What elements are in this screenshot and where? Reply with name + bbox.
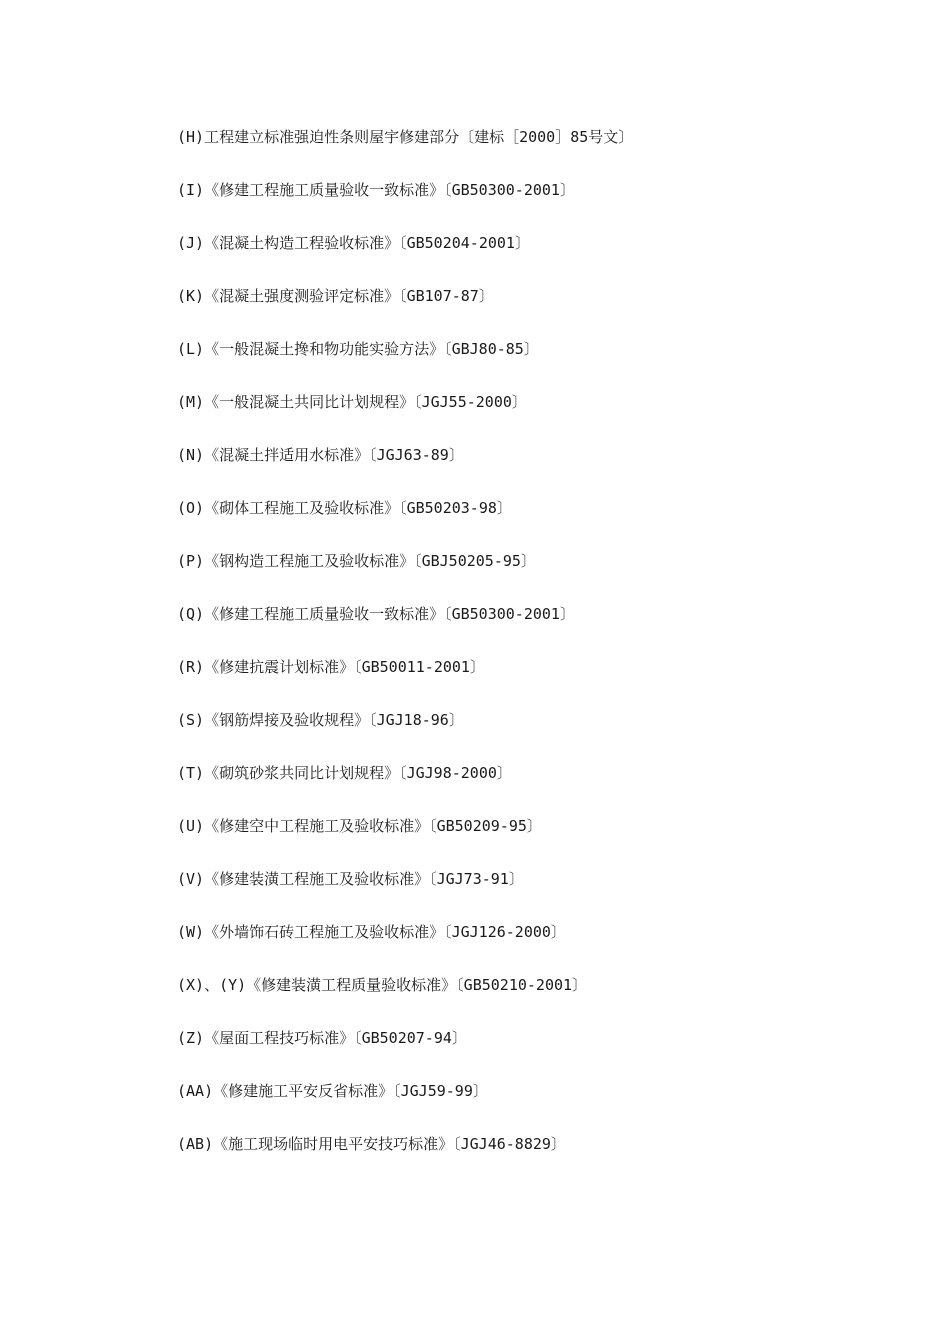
- list-item: (Z)《屋面工程技巧标准》〔GB50207-94〕: [177, 1029, 467, 1047]
- list-item: (I)《修建工程施工质量验收一致标准》〔GB50300-2001〕: [177, 181, 575, 199]
- list-item: (W)《外墙饰石砖工程施工及验收标准》〔JGJ126-2000〕: [177, 923, 566, 941]
- list-item: (H)工程建立标准强迫性条则屋宇修建部分〔建标［2000］85号文〕: [177, 128, 634, 146]
- list-item: (U)《修建空中工程施工及验收标准》〔GB50209-95〕: [177, 817, 542, 835]
- list-item: (M)《一般混凝土共同比计划规程》〔JGJ55-2000〕: [177, 393, 527, 411]
- list-item: (L)《一般混凝土搀和物功能实验方法》〔GBJ80-85〕: [177, 340, 539, 358]
- list-item: (Q)《修建工程施工质量验收一致标准》〔GB50300-2001〕: [177, 605, 575, 623]
- list-item: (R)《修建抗震计划标准》〔GB50011-2001〕: [177, 658, 485, 676]
- list-item: (K)《混凝土强度测验评定标准》〔GB107-87〕: [177, 287, 494, 305]
- list-item: (P)《钢构造工程施工及验收标准》〔GBJ50205-95〕: [177, 552, 536, 570]
- standards-list: [177, 126, 633, 1186]
- list-item: (O)《砌体工程施工及验收标准》〔GB50203-98〕: [177, 499, 512, 517]
- list-item: (T)《砌筑砂浆共同比计划规程》〔JGJ98-2000〕: [177, 764, 512, 782]
- list-item: (AA)《修建施工平安反省标准》〔JGJ59-99〕: [177, 1082, 488, 1100]
- list-item: (AB)《施工现场临时用电平安技巧标准》〔JGJ46-8829〕: [177, 1135, 566, 1153]
- list-item: (N)《混凝土拌适用水标准》〔JGJ63-89〕: [177, 446, 464, 464]
- list-item: (J)《混凝土构造工程验收标准》〔GB50204-2001〕: [177, 234, 530, 252]
- list-item: (X)、(Y)《修建装潢工程质量验收标准》〔GB50210-2001〕: [177, 976, 588, 994]
- list-item: (S)《钢筋焊接及验收规程》〔JGJ18-96〕: [177, 711, 464, 729]
- list-item: (V)《修建装潢工程施工及验收标准》〔JGJ73-91〕: [177, 870, 524, 888]
